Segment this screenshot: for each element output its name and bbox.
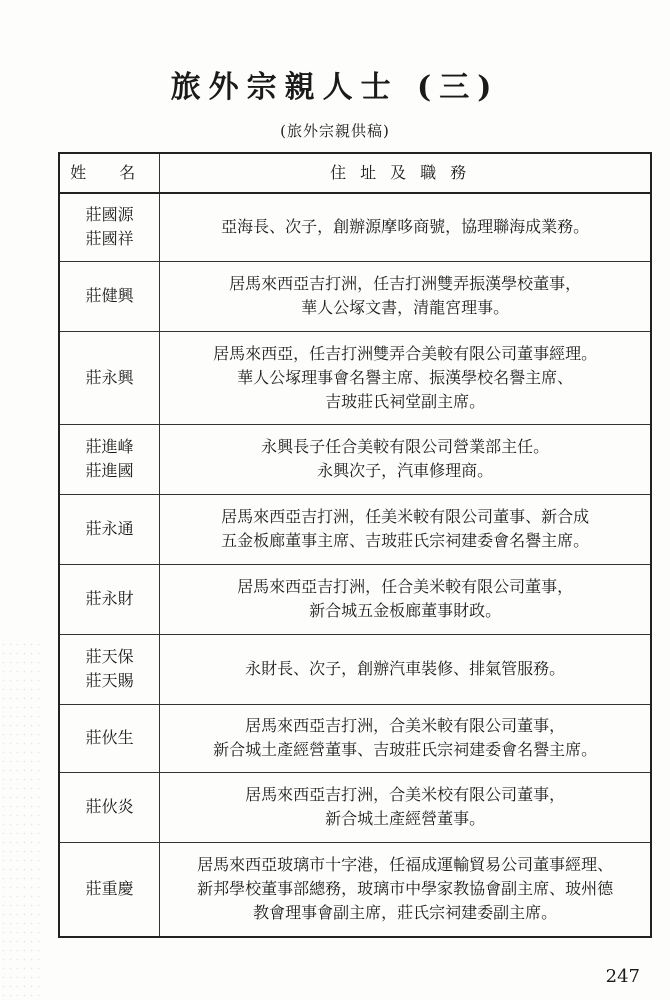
- page-title: 旅外宗親人士 (三): [170, 70, 500, 105]
- details-cell: [160, 634, 651, 704]
- details-cell: [160, 564, 651, 634]
- person-name-cell: [59, 193, 160, 261]
- details-cell: [160, 193, 651, 261]
- details-line: 五金板廊董事主席、吉玻莊氏宗祠建委會名譽主席。: [221, 531, 590, 550]
- person-name: 莊健興: [85, 286, 134, 305]
- table-row: [59, 564, 651, 634]
- table-row: [59, 424, 651, 494]
- person-name: 莊永興: [85, 367, 134, 387]
- details-cell: [160, 331, 651, 424]
- person-name: 莊天保: [85, 647, 134, 666]
- details-line: 吉玻莊氏祠堂副主席。: [325, 391, 486, 411]
- person-name: 莊進峰: [85, 437, 134, 456]
- details-line: 華人公塚文書，清龍宮理事。: [301, 298, 510, 317]
- person-name: 莊伙炎: [85, 797, 134, 816]
- person-name: 莊重慶: [85, 879, 134, 899]
- table-row: [59, 772, 651, 842]
- details-cell: [160, 424, 651, 494]
- details-line: 新邦學校董事部總務，玻璃市中學家教協會副主席、玻州德: [197, 879, 614, 899]
- details-line: 永興長子任合美較有限公司營業部主任。: [261, 437, 550, 456]
- person-name: 莊進國: [85, 461, 134, 480]
- details-line: 華人公塚理事會名譽主席、振漢學校名譽主席、: [237, 367, 574, 387]
- table-row: [59, 634, 651, 704]
- details-cell: [160, 772, 651, 842]
- person-name: 莊永通: [85, 519, 134, 538]
- details-line: 居馬來西亞吉打洲，任合美米較有限公司董事，: [237, 577, 574, 596]
- details-line: 永財長、次子，創辦汽車裝修、排氣管服務。: [245, 659, 566, 678]
- person-name: 莊永財: [85, 589, 134, 608]
- person-name-cell: [59, 564, 160, 634]
- details-line: 居馬來西亞玻璃市十字港，任福成運輸貿易公司董事經理、: [197, 855, 614, 875]
- table-row: [59, 261, 651, 331]
- person-name: 莊國祥: [85, 229, 134, 249]
- person-name-cell: [59, 704, 160, 772]
- page-subtitle: (旅外宗親供稿): [280, 122, 390, 140]
- person-name-cell: [59, 331, 160, 424]
- header-details: 住址及職務: [160, 153, 651, 193]
- details-line: 居馬來西亞，任吉打洲雙弄合美較有限公司董事經理。: [213, 343, 598, 363]
- roster-table: [58, 152, 652, 938]
- details-line: 永興次子，汽車修理商。: [317, 461, 494, 480]
- scan-noise: [0, 640, 40, 1000]
- details-cell: [160, 704, 651, 772]
- page-number: 247: [605, 966, 640, 987]
- table-row: [59, 842, 651, 937]
- details-line: 新合城五金板廊董事財政。: [309, 601, 502, 620]
- details-line: 教會理事會副主席，莊氏宗祠建委副主席。: [253, 903, 558, 923]
- table-row: [59, 331, 651, 424]
- details-cell: [160, 261, 651, 331]
- person-name-cell: [59, 772, 160, 842]
- table-row: [59, 494, 651, 564]
- person-name-cell: [59, 261, 160, 331]
- details-line: 亞海長、次子，創辦源摩哆商號，協理聯海成業務。: [221, 217, 590, 237]
- person-name-cell: [59, 634, 160, 704]
- person-name: 莊伙生: [85, 728, 134, 747]
- person-name-cell: [59, 494, 160, 564]
- details-line: 居馬來西亞吉打洲，合美米校有限公司董事，: [245, 785, 566, 804]
- person-name-cell: [59, 842, 160, 937]
- table-body: [59, 193, 651, 937]
- details-line: 新合城土產經營董事、吉玻莊氏宗祠建委會名譽主席。: [213, 740, 598, 759]
- person-name: 莊國源: [85, 205, 134, 225]
- details-line: 居馬來西亞吉打洲，任吉打洲雙弄振漢學校董事，: [229, 274, 582, 293]
- person-name-cell: [59, 424, 160, 494]
- table-row: [59, 704, 651, 772]
- person-name: 莊天賜: [85, 671, 134, 690]
- table-row: [59, 193, 651, 261]
- details-cell: [160, 494, 651, 564]
- details-line: 居馬來西亞吉打洲，合美米較有限公司董事，: [245, 716, 566, 735]
- table-header-row: [59, 153, 651, 193]
- details-line: 新合城土產經營董事。: [325, 809, 486, 828]
- details-cell: [160, 842, 651, 937]
- details-line: 居馬來西亞吉打洲，任美米較有限公司董事、新合成: [221, 507, 590, 526]
- header-name: 姓 名: [59, 153, 160, 193]
